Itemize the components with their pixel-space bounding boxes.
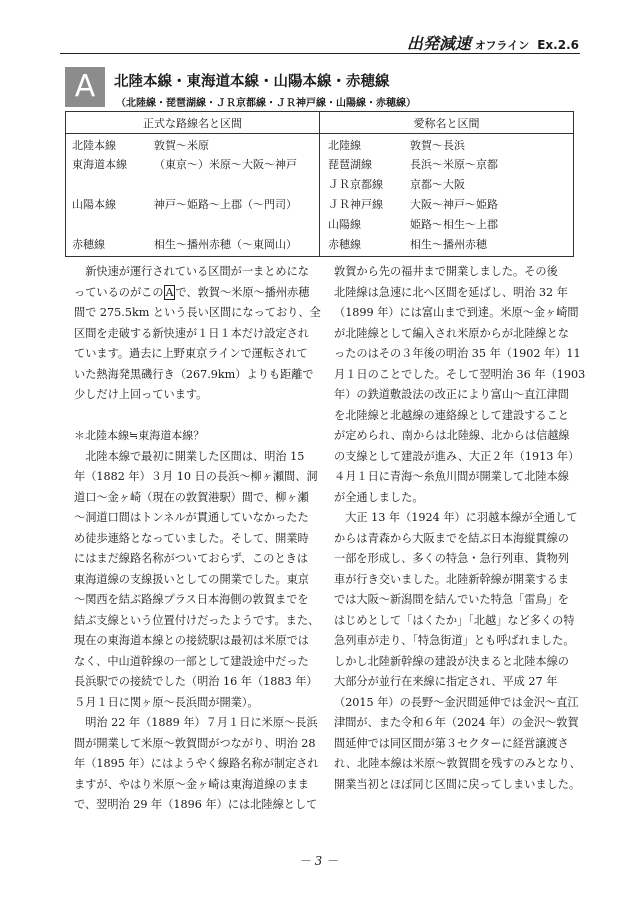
body-text-line: ったのはその３年後の明治 35 年（1902 年）11 [334, 347, 581, 360]
body-text-line: 間が開業して米原〜敦賀間がつながり、明治 28 [74, 736, 316, 750]
body-text-line: ５月１日に関ヶ原〜長浜間が開業）。 [74, 695, 259, 709]
body-text-line: 間で 275.5km という長い区間になっており、全 [74, 306, 321, 319]
header-title [407, 31, 579, 54]
body-text-line: 一部を形成し、多くの特急・急行列車、貨物列 [334, 552, 569, 565]
table-cell-right-section: 敦賀〜長浜 [410, 139, 465, 152]
table-header-official: 正式な路線名と区間 [143, 117, 242, 130]
body-text-line: （2015 年）の長野〜金沢間延伸では金沢〜直江 [334, 695, 579, 709]
body-text-line: （1899 年）には富山まで到達。米原〜金ヶ崎間 [334, 306, 579, 319]
table-cell-left-section: 相生〜播州赤穂（〜東岡山） [154, 238, 297, 251]
body-text-line: 〜洞道口間はトンネルが貫通していなかったた [74, 511, 309, 524]
route-table [65, 111, 574, 257]
right-text-column [334, 262, 586, 795]
section-badge: A [65, 67, 105, 107]
body-text-line: が全通しました。 [334, 490, 424, 504]
body-text-line: ますが、やはり米原〜金ヶ崎は東海道線のまま [74, 777, 309, 791]
body-text-line: 少しだけ上回っています。 [74, 388, 208, 401]
table-cell-left-section: 敦賀〜米原 [154, 139, 209, 152]
body-text-line: 年（1882 年）３月 10 日の長浜〜柳ヶ瀬間、洞 [74, 470, 318, 483]
body-text-line: 大正 13 年（1924 年）に羽越本線が全通して [334, 511, 578, 524]
body-text-line: 開業当初とほぼ同じ区間に戻ってしまいました。 [334, 777, 581, 791]
body-text-line: では大阪〜新潟間を結んでいた特急「雷鳥」を [334, 593, 569, 606]
table-cell-right-name: ＪＲ京都線 [328, 178, 383, 191]
table-cell-right-section: 京都〜大阪 [410, 178, 465, 191]
body-text-line: 津間が、また令和６年（2024 年）の金沢〜敦賀 [334, 716, 579, 729]
body-text-line: 東海道線の支線扱いとしての開業でした。東京 [74, 572, 309, 586]
table-cell-left-name: 北陸本線 [72, 139, 116, 152]
body-text-line: しかし北陸新幹線の建設が決まると北陸本線の [334, 654, 569, 668]
subsection-heading: ＊北陸本線≒東海道本線？ [74, 429, 205, 442]
body-text-line: 年）の鉄道敷設法の改正により富山〜直江津間 [334, 388, 569, 401]
header-title-main: 出発減速 [406, 34, 471, 53]
body-text-line [74, 283, 314, 304]
table-cell-right-name: 赤穂線 [328, 238, 361, 251]
body-text-line: いた熱海発黒磯行き（267.9km）よりも距離で [74, 367, 314, 381]
body-text-line: 車が行き交いました。北陸新幹線が開業するま [334, 572, 569, 586]
body-text-line: 〜関西を結ぶ路線プラス日本海側の敦賀までを [74, 593, 309, 606]
body-text-line: 北陸本線で最初に開業した区間は、明治 15 [74, 449, 305, 463]
body-text-line: 北陸線は急速に北へ区間を延ばし、明治 32 年 [334, 285, 568, 299]
body-text-line: ています。過去に上野東京ラインで運転されて [74, 347, 308, 360]
body-text-line: が定められ、南からは北陸線、北からは信越線 [334, 429, 570, 442]
table-cell-left-name: 東海道本線 [72, 158, 127, 171]
header-rule [60, 53, 580, 54]
body-text-span: で、敦賀〜米原〜播州赤穂 [175, 285, 310, 299]
body-text-line: からは青森から大阪までを結ぶ日本海縦貫線の [334, 531, 569, 545]
body-text-line: にはまだ線路名称がついておらず、このときは [74, 552, 309, 565]
table-header-nickname: 愛称名と区間 [413, 117, 480, 130]
body-text-line: 間延伸では同区間が第３セクターに経営譲渡さ [334, 736, 569, 750]
body-text-line: ４月１日に青海〜糸魚川間が開業して北陸本線 [334, 470, 569, 483]
body-text-line: 区間を走破する新快速が１日１本だけ設定され [74, 326, 309, 340]
body-text-line: 大部分が並行在来線に指定され、平成 27 年 [334, 675, 558, 688]
table-cell-left-name: 山陽本線 [72, 198, 116, 211]
header-title-offline: オフライン [474, 39, 530, 52]
body-text-line: め徒歩連絡となっていました。そして、開業時 [74, 531, 309, 545]
body-text-line: で、翌明治 29 年（1896 年）には北陸線として [74, 798, 318, 811]
table-cell-left-section: 神戸〜姫路〜上郡（〜門司） [154, 198, 297, 211]
section-ref-box: A [165, 285, 174, 299]
body-text-line: 現在の東海道本線との接続駅は最初は米原では [74, 634, 309, 647]
section-title: 北陸本線・東海道本線・山陽本線・赤穂線 [114, 74, 390, 90]
header-edition: Ex.2.6 [537, 38, 579, 52]
body-text-span: っているのがこの [74, 285, 164, 299]
body-text-line: 長浜駅での接続でした（明治 16 年（1883 年） [74, 675, 318, 688]
section-subtitle: （北陸線・琵琶湖線・ＪＲ京都線・ＪＲ神戸線・山陽線・赤穂線） [116, 98, 416, 109]
table-cell-right-section: 長浜〜米原〜京都 [410, 158, 498, 171]
body-text-line: が北陸線として編入され米原からが北陸線とな [334, 326, 569, 340]
body-text-line: を北陸線と北越線の連絡線として建設すること [334, 408, 569, 422]
body-text-line: 急列車が走り、「特急街道」とも呼ばれました。 [334, 634, 575, 647]
body-text-line: はじめとして「はくたか」「北越」など多くの特 [334, 613, 575, 627]
body-text-line: れ、北陸本線は米原〜敦賀間を残すのみとなり、 [334, 757, 581, 770]
table-header-divider [66, 133, 573, 134]
table-cell-right-name: 北陸線 [328, 139, 361, 152]
table-cell-right-name: 山陽線 [328, 218, 361, 231]
body-text-line: 道口〜金ヶ崎（現在の敦賀港駅）間で、柳ヶ瀬 [74, 490, 309, 504]
body-text-line: 年（1895 年）にはようやく線路名称が制定され [74, 757, 319, 770]
body-text-line: なく、中山道幹線の一部として建設途中だった [74, 654, 309, 668]
table-cell-right-section: 大阪〜神戸〜姫路 [410, 198, 498, 211]
blank-line [74, 406, 314, 427]
body-text-line: の支線として建設が進み、大正２年（1913 年） [334, 449, 580, 463]
page-number: － 3 － [298, 854, 339, 868]
left-text-column [74, 262, 321, 816]
table-cell-right-name: ＪＲ神戸線 [328, 198, 383, 211]
table-cell-left-name: 赤穂線 [72, 238, 105, 251]
table-cell-right-name: 琵琶湖線 [328, 158, 372, 171]
page-header [0, 24, 637, 54]
body-text-line: 敦賀から先の福井まで開業しました。その後 [334, 265, 558, 278]
body-text-line: 新快速が運行されている区間が一まとめにな [74, 265, 309, 278]
table-cell-right-section: 姫路〜相生〜上郡 [410, 218, 498, 231]
body-text-line: 結ぶ支線という位置付けだったようです。また、 [74, 613, 320, 627]
body-text-line: 月１日のことでした。そして翌明治 36 年（1903 [334, 367, 586, 381]
body-text-line: 明治 22 年（1889 年）７月１日に米原〜長浜 [74, 716, 318, 729]
table-cell-left-section: （東京〜）米原〜大阪〜神戸 [154, 158, 297, 171]
table-cell-right-section: 相生〜播州赤穂 [410, 238, 487, 251]
